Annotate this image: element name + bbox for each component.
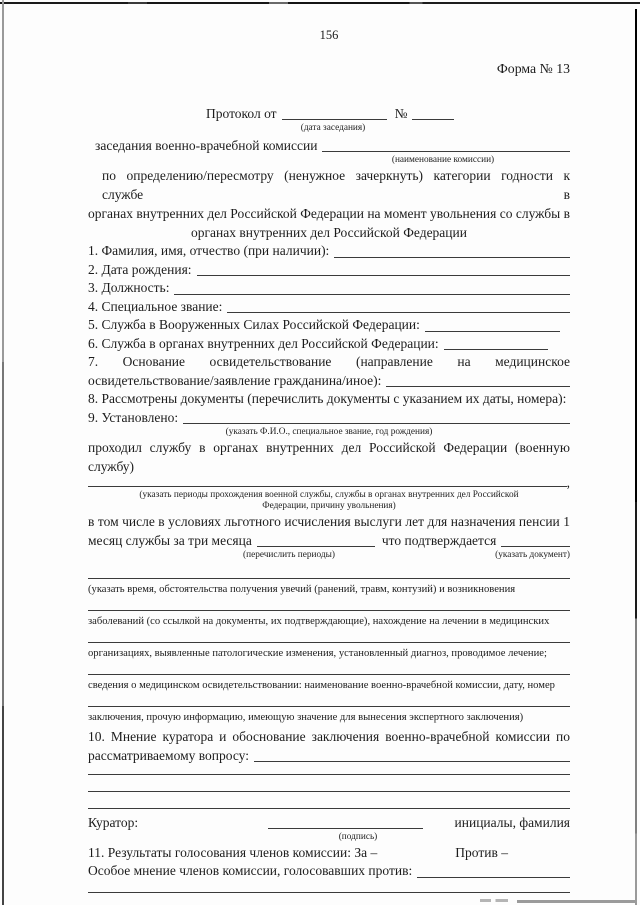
details-blank-2 [88, 610, 570, 611]
form-item-5-armed-forces-service [88, 316, 570, 335]
item-2-label: 2. Дата рождения: [88, 261, 192, 277]
blank-line [88, 771, 570, 775]
form-item-1-name [88, 242, 570, 261]
details-text-4: сведения о медицинском освидетельствовании: наименование военно-врачебной комиссии, дату, номер [88, 680, 555, 691]
preferential-label-a: месяц службы за три месяца [88, 533, 252, 548]
form-number-label: Форма № 13 [496, 61, 570, 76]
blank-line [88, 575, 570, 579]
service-periods-caption-line1: (указать периоды прохождения военной службы, службы в органах внутренних дел Российской [139, 490, 519, 500]
page-number: 156 [319, 28, 339, 42]
blank-line [88, 889, 570, 893]
item-9-blank [183, 423, 570, 424]
blank-line [88, 639, 570, 643]
form-content [88, 0, 570, 893]
protocol-title-row [206, 104, 466, 123]
item-1-blank [334, 257, 570, 258]
scan-border-bottom-dash [480, 899, 508, 902]
commission-name-blank [322, 151, 570, 152]
blank-line [88, 703, 570, 707]
dissenting-opinion-blank-2 [88, 892, 570, 893]
commission-name-caption: (наименование комиссии) [391, 155, 495, 165]
item-1-label: 1. Фамилия, имя, отчество (при наличии): [88, 243, 330, 258]
form-item-10-opinion-line2 [88, 746, 570, 765]
item-3-label: 3. Должность: [88, 280, 170, 295]
preferential-label-b: что подтверждается [381, 533, 497, 548]
service-history-blank [88, 486, 567, 487]
item-2-blank [197, 275, 570, 276]
curator-name-hint: инициалы, фамилия [454, 815, 570, 830]
item-6-blank [444, 349, 548, 350]
purpose-paragraph-line2: органах внутренних дел Российской Федерации на момент увольнения со службы в [88, 206, 570, 221]
details-blank-5 [88, 706, 570, 707]
commission-session-label: заседания военно-врачебной комиссии [95, 138, 318, 153]
preferential-terms-line1: в том числе в условиях льготного исчисления выслуги лет для назначения пенсии 1 [88, 514, 570, 529]
item-4-label: 4. Специальное звание: [88, 298, 223, 314]
opinion-blank-1 [88, 774, 570, 775]
preferential-captions-row [88, 550, 570, 561]
curator-label: Куратор: [88, 815, 139, 830]
item-7-blank [386, 386, 570, 387]
blank-line [88, 607, 570, 611]
protocol-number-sign: № [394, 106, 408, 121]
preferential-terms-line2 [88, 531, 570, 550]
item-9-caption: (указать Ф.И.О., специальное звание, год рождения) [225, 427, 433, 437]
form-item-11-vote-results [88, 843, 570, 862]
details-blank-1 [88, 578, 570, 579]
dissenting-opinion-row [88, 862, 570, 881]
details-text-3: организациях, выявленные патологические изменения, установленный диагноз, проводимое лечение; [88, 648, 547, 659]
item-5-label: 5. Служба в Вооруженных Силах Российской Федерации: [88, 317, 420, 332]
scan-border-bottom [517, 900, 637, 903]
curator-signature-blank [268, 828, 423, 829]
protocol-title: Протокол от [206, 106, 277, 121]
dissenting-opinion-label: Особое мнение членов комиссии, голосовавших против: [88, 863, 413, 878]
form-item-3-position [88, 279, 570, 298]
service-history-line: проходил службу в органах внутренних дел Российской Федерации (военную службу) [88, 440, 570, 474]
signature-caption: (подпись) [338, 832, 378, 842]
item-6-label: 6. Служба в органах внутренних дел Российской Федерации: [88, 335, 439, 351]
purpose-paragraph-line3: органах внутренних дел Российской Федерации [191, 225, 467, 240]
details-text-1: (указать время, обстоятельства получения увечий (ранений, травм, контузий) и возникновения [88, 584, 516, 595]
opinion-blank-3 [88, 808, 570, 809]
item-3-blank [174, 294, 570, 295]
form-item-6-internal-affairs-service [88, 335, 570, 354]
details-blank-4 [88, 674, 570, 675]
form-item-9-established [88, 409, 570, 428]
form-item-10-opinion-line1: 10. Мнение куратора и обоснование заключения военно-врачебной комиссии по [88, 729, 570, 744]
dissenting-opinion-blank [417, 877, 570, 878]
item-7-label: освидетельствование/заявление гражданина/иное): [88, 372, 382, 388]
periods-caption: (перечислить периоды) [243, 550, 335, 560]
details-text-2: заболеваний (со ссылкой на документы, их подтверждающие), нахождение на лечении в медицинских [88, 616, 550, 627]
purpose-paragraph-line1: по определению/пересмотру (ненужное зачеркнуть) категории годности к службе в [102, 168, 570, 202]
blank-line [88, 805, 570, 809]
blank-line [88, 788, 570, 792]
document-blank [501, 546, 570, 547]
scan-border-left [2, 0, 4, 905]
curator-signature-row [88, 813, 570, 832]
service-history-blank-row [88, 476, 570, 490]
protocol-number-blank [412, 119, 454, 120]
trailing-comma: , [566, 475, 570, 490]
item-10-label: рассматриваемому вопросу: [88, 748, 249, 763]
commission-session-row [88, 136, 570, 155]
details-blank-3 [88, 642, 570, 643]
form-item-4-rank [88, 298, 570, 317]
vote-for-label: 11. Результаты голосования членов комиссии: За – [88, 845, 378, 860]
vote-against-label: Против – [455, 845, 508, 860]
item-9-label: 9. Установлено: [88, 409, 179, 425]
item-10-blank [254, 761, 570, 762]
details-text-5: заключения, прочую информацию, имеющую значение для вынесения экспертного заключения) [88, 712, 524, 723]
opinion-blank-2 [88, 791, 570, 792]
protocol-date-blank [282, 119, 387, 120]
form-item-2-birthdate [88, 261, 570, 280]
periods-blank [257, 546, 375, 547]
form-item-8-documents: 8. Рассмотрены документы (перечислить документы с указанием их даты, номера): [88, 391, 567, 406]
item-4-blank [227, 312, 570, 313]
service-periods-caption-line2: Федерации, причину увольнения) [262, 501, 396, 511]
blank-line [88, 671, 570, 675]
item-5-blank [425, 331, 560, 332]
scan-border-right [635, 9, 637, 905]
document-caption: (указать документ) [495, 550, 570, 560]
session-date-caption: (дата заседания) [300, 123, 366, 133]
form-item-7-basis-line1: 7. Основание освидетельствование (направление на медицинское [88, 354, 570, 369]
form-item-7-basis-line2 [88, 372, 570, 391]
